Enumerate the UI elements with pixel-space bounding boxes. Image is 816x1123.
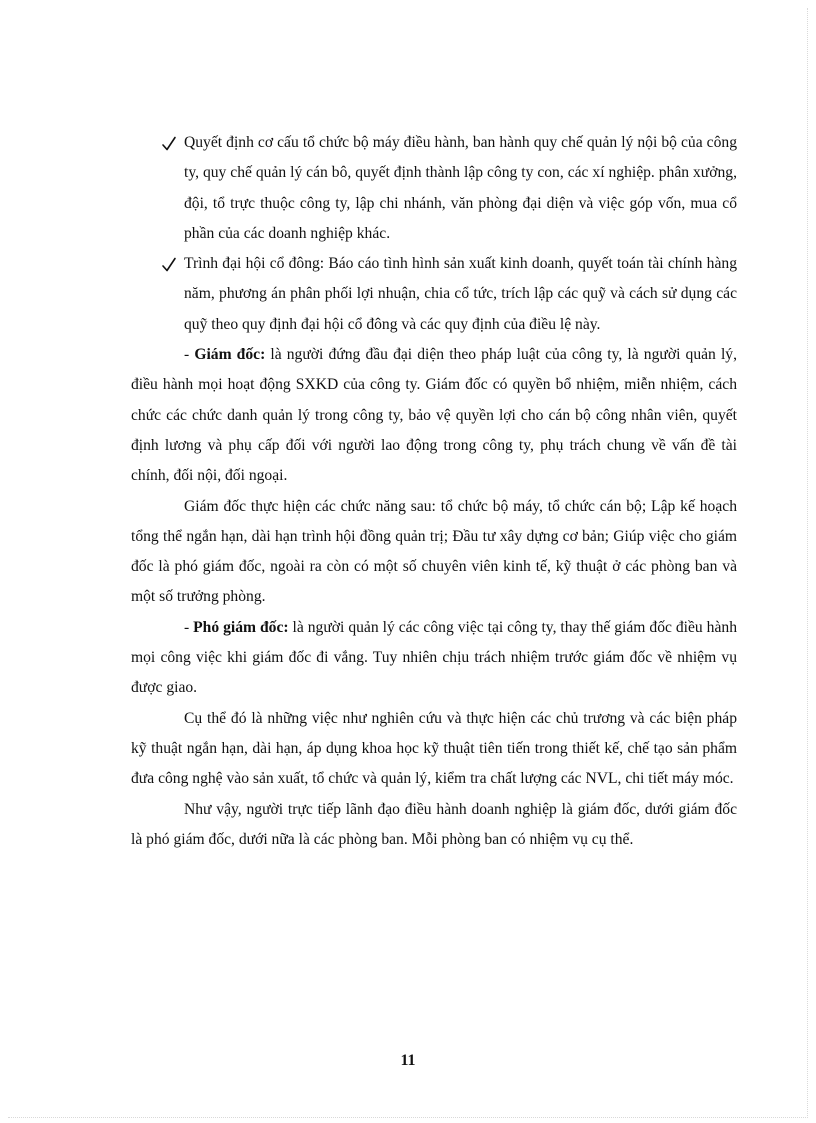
bullet-list [131, 128, 737, 340]
checkmark-icon [161, 128, 177, 158]
bullet-text: Quyết định cơ cấu tổ chức bộ máy điều hành, ban hành quy chế quản lý nội bộ của công ty, quy chế quản lý cán bô, quyết định thành lập công ty con, các xí nghiệp. phân xưởng, đội, tổ trực thuộc công ty, lập chi nhánh, văn phòng đại diện và việc góp vốn, mua cổ phần của các doanh nghiệp khác. [184, 134, 737, 242]
bullet-text: Trình đại hội cổ đông: Báo cáo tình hình sản xuất kinh doanh, quyết toán tài chính hàng năm, phương án phân phối lợi nhuận, chia cổ tức, trích lập các quỹ và cách sử dụng các quỹ theo quy định đại hội cổ đông và các quy định của điều lệ này. [184, 255, 737, 333]
paragraph-deputy-details: Cụ thể đó là những việc như nghiên cứu và thực hiện các chủ trương và các biện pháp kỹ thuật ngắn hạn, dài hạn, áp dụng khoa học kỹ thuật tiên tiến trong thiết kế, chế tạo sản phẩm đưa công nghệ vào sản xuất, tổ chức và quản lý, kiểm tra chất lượng các NVL, chi tiết máy móc. [131, 709, 737, 788]
paragraph-director-functions: Giám đốc thực hiện các chức năng sau: tổ chức bộ máy, tổ chức cán bộ; Lập kế hoạch tổng thể ngắn hạn, dài hạn trình hội đồng quản trị; Đầu tư xây dựng cơ bản; Giúp việc cho giám đốc là phó giám đốc, ngoài ra còn có một số chuyên viên kinh tế, kỹ thuật ở các phòng ban và một số trưởng phòng. [131, 497, 737, 606]
bullet-item-organization [131, 128, 737, 249]
document-body [131, 128, 737, 855]
heading-deputy: Phó giám đốc: [193, 618, 289, 636]
page-number: 11 [400, 1052, 416, 1069]
bullet-item-shareholders [131, 249, 737, 340]
paragraph-text: là người đứng đầu đại diện theo pháp luật của công ty, là người quản lý, điều hành mọi hoạt động SXKD của công ty. Giám đốc có quyền bổ nhiệm, miễn nhiệm, cách chức các chức danh quản lý trong công ty, bảo vệ quyền lợi cho cán bộ công nhân viên, quyết định lương và phụ cấp đối với người lao động trong công ty, phụ trách chung về vấn đề tài chính, đối nội, đối ngoại. [131, 346, 737, 485]
paragraph-text: là người quản lý các công việc tại công ty, thay thế giám đốc điều hành mọi công việc khi giám đốc đi vắng. Tuy nhiên chịu trách nhiệm trước giám đốc về nhiệm vụ được giao. [131, 618, 737, 697]
paragraph-deputy [131, 613, 737, 704]
paragraph-summary: Như vậy, người trực tiếp lãnh đạo điều hành doanh nghiệp là giám đốc, dưới giám đốc là phó giám đốc, dưới nữa là các phòng ban. Mỗi phòng ban có nhiệm vụ cụ thể. [131, 800, 737, 848]
paragraph-prefix: - [184, 346, 195, 364]
paragraph-director [131, 340, 737, 491]
paragraph-prefix: - [184, 618, 194, 636]
checkmark-icon [161, 249, 177, 279]
heading-director: Giám đốc: [194, 346, 266, 364]
